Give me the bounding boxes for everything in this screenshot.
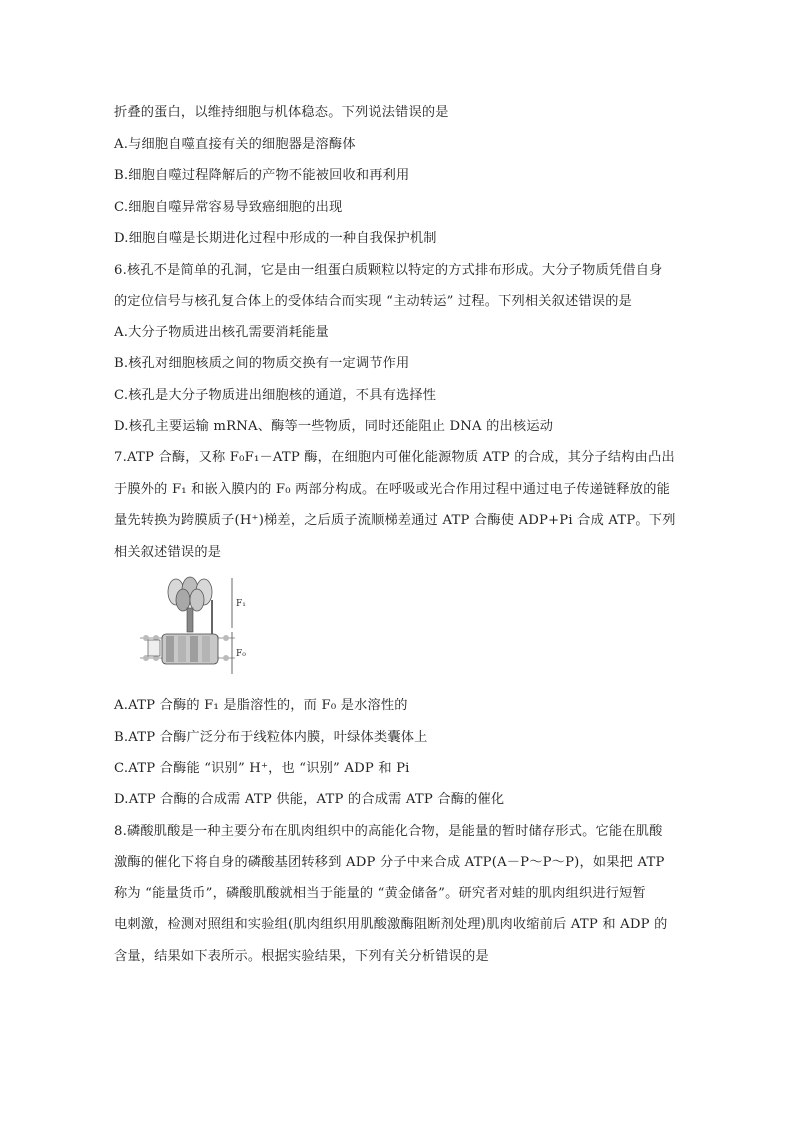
f1-head bbox=[168, 577, 212, 632]
q7-stem-3: 量先转换为跨膜质子(H⁺)梯差，之后质子流顺梯差通过 ATP 合酶使 ADP+Pi 合成 ATP。下列 bbox=[114, 513, 676, 528]
q8-stem-3: 称为 “能量货币”，磷酸肌酸就相当于能量的 “黄金储备”。研究者对蛙的肌肉组织进行短暂 bbox=[114, 886, 646, 901]
q8-stem-1: 8.磷酸肌酸是一种主要分布在肌肉组织中的高能化合物，是能量的暂时储存形式。它能在肌酸 bbox=[114, 824, 663, 839]
q6-option-c: C.核孔是大分子物质进出细胞核的通道，不具有选择性 bbox=[114, 388, 437, 403]
q7-option-b: B.ATP 合酶广泛分布于线粒体内膜，叶绿体类囊体上 bbox=[114, 730, 428, 745]
q8-stem-4: 电刺激，检测对照组和实验组(肌肉组织用肌酸激酶阻断剂处理)肌肉收缩前后 ATP 和 ADP 的 bbox=[114, 917, 668, 932]
q5-option-d: D.细胞自噬是长期进化过程中形成的一种自我保护机制 bbox=[114, 231, 437, 246]
q6-option-a: A.大分子物质进出核孔需要消耗能量 bbox=[114, 325, 329, 340]
q7-stem-4: 相关叙述错误的是 bbox=[114, 545, 222, 560]
q7-stem-2: 于膜外的 F₁ 和嵌入膜内的 F₀ 两部分构成。在呼吸或光合作用过程中通过电子传递链释放的能 bbox=[114, 482, 670, 497]
q6-option-d: D.核孔主要运输 mRNA、酶等一些物质，同时还能阻止 DNA 的出核运动 bbox=[114, 419, 554, 434]
q8-stem-5: 含量，结果如下表所示。根据实验结果，下列有关分析错误的是 bbox=[114, 949, 489, 964]
q7-option-d: D.ATP 合酶的合成需 ATP 供能，ATP 的合成需 ATP 合酶的催化 bbox=[114, 792, 505, 807]
f0-label: F₀ bbox=[236, 649, 246, 659]
q5-option-a: A.与细胞自噬直接有关的细胞器是溶酶体 bbox=[114, 137, 356, 152]
f1-label: F₁ bbox=[236, 599, 246, 609]
q6-stem-2: 的定位信号与核孔复合体上的受体结合而实现 “主动转运” 过程。下列相关叙述错误的是 bbox=[114, 294, 633, 309]
q7-option-c: C.ATP 合酶能 “识别” H⁺，也 “识别” ADP 和 Pi bbox=[114, 761, 410, 776]
q7-stem-1: 7.ATP 合酶，又称 F₀F₁－ATP 酶，在细胞内可催化能源物质 ATP 的合成，其分子结构由凸出 bbox=[114, 450, 675, 465]
line-1: 折叠的蛋白，以维持细胞与机体稳态。下列说法错误的是 bbox=[114, 105, 449, 120]
q6-stem-1: 6.核孔不是简单的孔洞，它是由一组蛋白质颗粒以特定的方式排布形成。大分子物质凭借自身 bbox=[114, 263, 663, 278]
q6-option-b: B.核孔对细胞核质之间的物质交换有一定调节作用 bbox=[114, 356, 410, 371]
q5-option-c: C.细胞自噬异常容易导致癌细胞的出现 bbox=[114, 200, 343, 215]
atp-synthase-figure bbox=[140, 576, 250, 684]
q8-stem-2: 激酶的催化下将自身的磷酸基团转移到 ADP 分子中来合成 ATP(A－P～P～P)，如果把 ATP bbox=[114, 855, 665, 870]
atp-synthase-illustration bbox=[140, 576, 250, 684]
q7-option-a: A.ATP 合酶的 F₁ 是脂溶性的，而 F₀ 是水溶性的 bbox=[114, 698, 408, 713]
q5-option-b: B.细胞自噬过程降解后的产物不能被回收和再利用 bbox=[114, 168, 410, 183]
